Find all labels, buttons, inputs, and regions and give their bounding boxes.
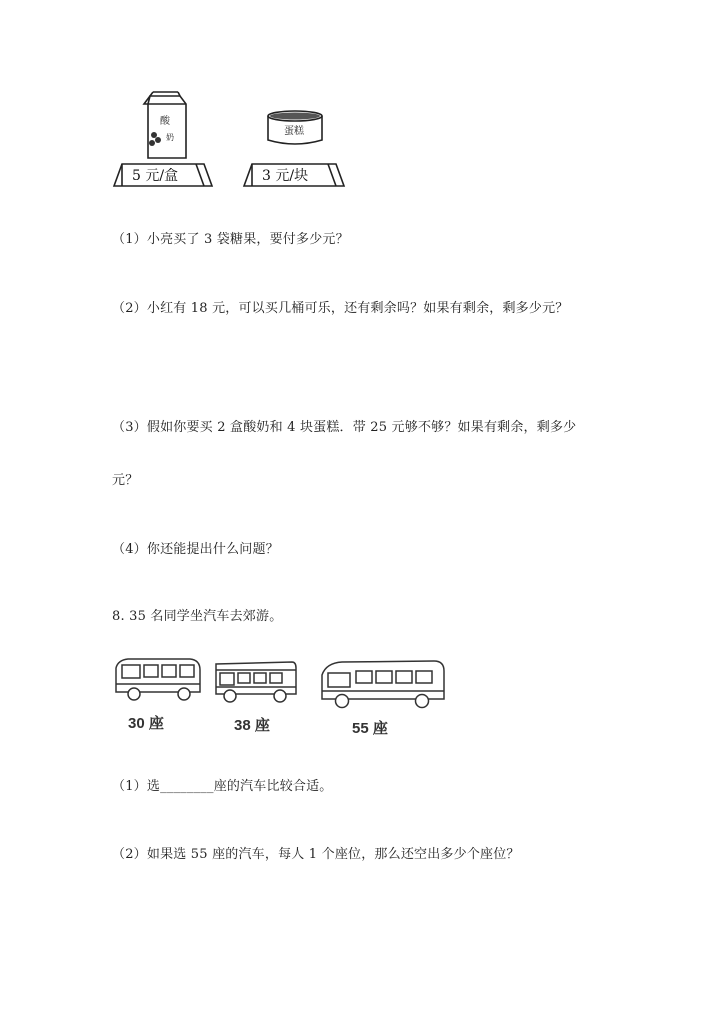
q8-title: 8. 35 名同学坐汽车去郊游。 [112, 609, 283, 624]
bus-38-label: 38 座 [234, 717, 270, 734]
q7-sub4: （4）你还能提出什么问题？ [112, 542, 279, 557]
yogurt-price: 5 元/盒 [132, 168, 179, 184]
cake-illustration [260, 106, 340, 160]
q8-sub1 [112, 775, 333, 794]
bus-38-seat-illustration [212, 654, 300, 704]
yogurt-label-1: 酸 [160, 116, 170, 127]
cake-label: 蛋糕 [284, 126, 304, 137]
q7-sub1: （1）小亮买了 3 袋糖果，要付多少元？ [112, 232, 349, 247]
yogurt-label-2: 奶 [166, 133, 174, 142]
bus-30-label: 30 座 [128, 715, 164, 732]
bus-55-seat-illustration [318, 657, 450, 709]
cake-price: 3 元/块 [262, 168, 309, 184]
bus-30-seat-illustration [112, 654, 204, 704]
yogurt-price-tag [112, 160, 216, 190]
q7-sub3-line1: （3）假如你要买 2 盒酸奶和 4 块蛋糕．带 25 元够不够？如果有剩余，剩多少 [112, 420, 577, 435]
q8-sub1-suffix: 座的汽车比较合适。 [213, 779, 333, 794]
q8-sub1-blank[interactable]: ________ [160, 779, 214, 794]
q7-sub3-line2: 元？ [112, 473, 139, 488]
q8-sub1-prefix: （1）选 [112, 779, 161, 794]
cake-price-tag [242, 160, 348, 190]
q7-sub2: （2）小红有 18 元，可以买几桶可乐，还有剩余吗？如果有剩余，剩多少元？ [112, 301, 569, 316]
q8-sub2: （2）如果选 55 座的汽车，每人 1 个座位，那么还空出多少个座位？ [112, 847, 520, 862]
bus-55-label: 55 座 [352, 720, 388, 737]
